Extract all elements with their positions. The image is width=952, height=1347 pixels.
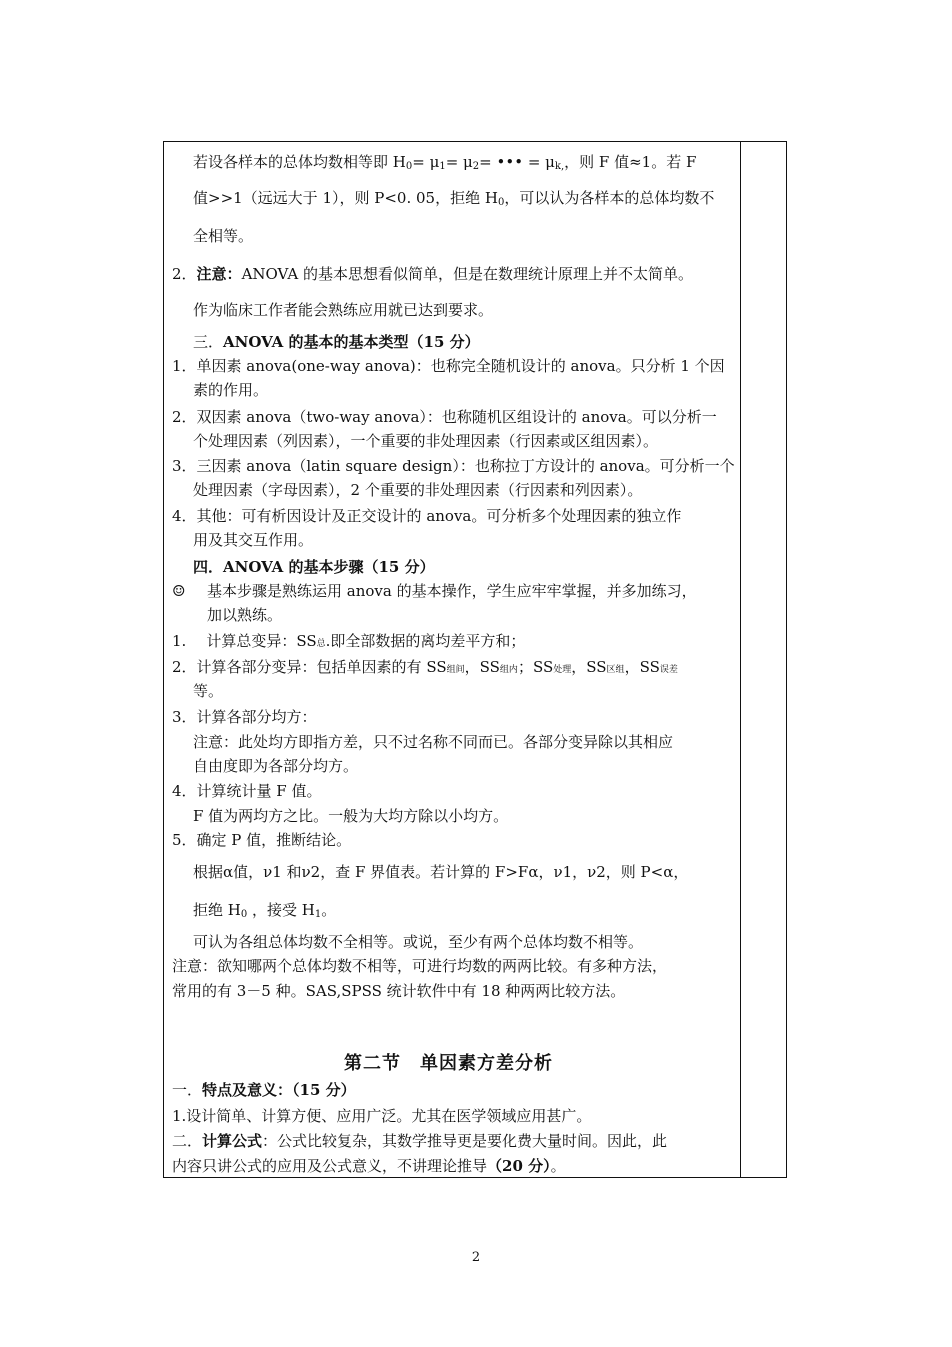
text-line: 二．计算公式：公式比较复杂，其数学推导更是要化费大量时间。因此，此 xyxy=(172,1132,668,1150)
text-line: 拒绝 $H_0$ ，接受 $H_1$。 xyxy=(193,901,337,920)
text-line: 4．其他：可有析因设计及正交设计的 anova。可分析多个处理因素的独立作 xyxy=(172,507,682,525)
table-column-divider xyxy=(740,141,741,1178)
text-line: 用及其交互作用。 xyxy=(193,531,314,549)
text-line: 2．双因素 anova（two-way anova）：也称随机区组设计的 anova。可以分析一 xyxy=(172,408,717,426)
text-line: 注意：欲知哪两个总体均数不相等，可进行均数的两两比较。有多种方法， xyxy=(172,957,668,975)
section-heading: 一．特点及意义：（15 分） xyxy=(172,1081,356,1099)
text-line: 若设各样本的总体均数相等即 $H_0= \mu_1= \mu_2=$ ••• = $\mu_{k,}$，则 F 值≈1。若 F xyxy=(193,153,697,172)
text-line: 素的作用。 xyxy=(193,381,269,399)
text-line: 等。 xyxy=(193,682,224,700)
chapter-section-title: 第二节 单因素方差分析 xyxy=(344,1053,553,1074)
text-line: F 值为两均方之比。一般为大均方除以小均方。 xyxy=(193,807,509,825)
text-line: 2．计算各部分变异：包括单因素的有 SS组间，SS组内；SS处理，SS区组，SS误差 xyxy=(172,658,678,676)
text-line: 3．三因素 anova（latin square design）：也称拉丁方设计的 anova。可分析一个 xyxy=(172,457,735,475)
section-heading: 三．ANOVA 的基本的基本类型（15 分） xyxy=(193,333,480,351)
text-line: 个处理因素（列因素），一个重要的非处理因素（行因素或区组因素）。 xyxy=(193,432,659,450)
text-line: 3．计算各部分均方： xyxy=(172,708,317,726)
smiley-bullet: ☺ xyxy=(172,582,186,600)
text-line: 1.设计简单、计算方便、应用广泛。尤其在医学领域应用甚广。 xyxy=(172,1107,592,1125)
text-line: 1．单因素 anova(one-way anova)：也称完全随机设计的 anova。只分析 1 个因 xyxy=(172,357,725,375)
text-line: 常用的有 3－5 种。SAS,SPSS 统计软件中有 18 种两两比较方法。 xyxy=(172,982,626,1000)
page-number: 2 xyxy=(471,1250,481,1265)
section-heading: 四．ANOVA 的基本步骤（15 分） xyxy=(193,558,435,576)
text-line: 基本步骤是熟练运用 anova 的基本操作，学生应牢牢掌握，并多加练习， xyxy=(207,582,697,600)
text-line: 可认为各组总体均数不全相等。或说，至少有两个总体均数不相等。 xyxy=(193,933,644,951)
text-line: 作为临床工作者能会熟练应用就已达到要求。 xyxy=(193,301,494,319)
text-line: 值>>1（远远大于 1），则 P<0. 05，拒绝 $H_0$，可以认为各样本的总体均数不 xyxy=(193,189,715,208)
text-line: 内容只讲公式的应用及公式意义，不讲理论推导（20 分）。 xyxy=(172,1157,566,1175)
text-line: 5．确定 P 值，推断结论。 xyxy=(172,831,352,849)
text-line: 处理因素（字母因素），2 个重要的非处理因素（行因素和列因素）。 xyxy=(193,481,643,499)
text-line: 自由度即为各部分均方。 xyxy=(193,757,359,775)
text-line: 1. 计算总变异：SS总.即全部数据的离均差平方和； xyxy=(172,632,526,650)
text-line: 加以熟练。 xyxy=(207,606,283,624)
text-line: 4．计算统计量 F 值。 xyxy=(172,782,322,800)
text-line: 全相等。 xyxy=(193,227,254,245)
text-line: 根据α值，ν1 和ν2，查 F 界值表。若计算的 F>Fα，ν1，ν2，则 P<α， xyxy=(193,863,689,881)
text-line: 2．注意：ANOVA 的基本思想看似简单，但是在数理统计原理上并不太简单。 xyxy=(172,265,693,283)
text-line: 注意：此处均方即指方差，只不过名称不同而已。各部分变异除以其相应 xyxy=(193,733,674,751)
